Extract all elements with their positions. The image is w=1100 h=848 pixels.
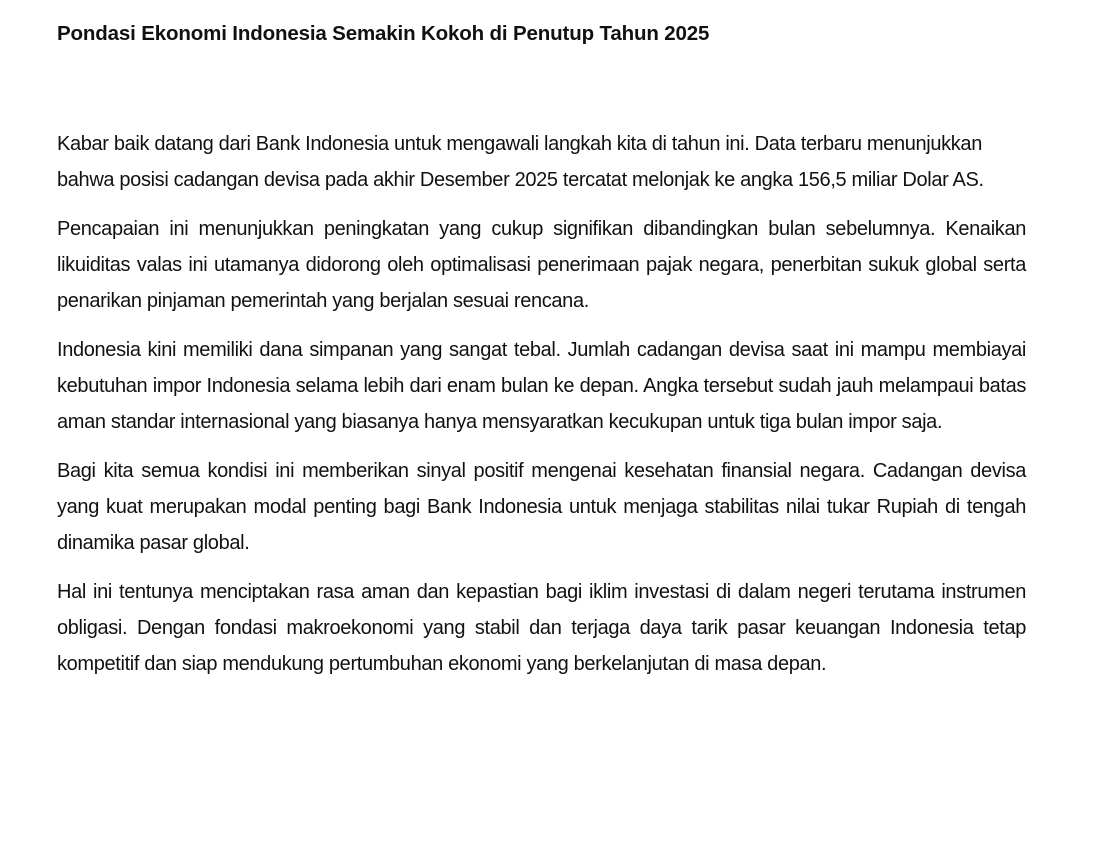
paragraph-investment: Hal ini tentunya menciptakan rasa aman dan kepastian bagi iklim investasi di dalam negeri terutama instrumen obligasi. Dengan fondasi makroekonomi yang stabil dan terjaga daya tarik pasar keuangan Indonesia tetap kompetitif dan siap mendukung pertumbuhan ekonomi yang berkelanjutan di masa depan.	[57, 581, 1026, 675]
paragraph-reserves: Indonesia kini memiliki dana simpanan yang sangat tebal. Jumlah cadangan devisa saat ini mampu membiayai kebutuhan impor Indonesia selama lebih dari enam bulan ke depan. Angka tersebut sudah jauh melampaui batas aman standar internasional yang biasanya hanya mensyaratkan kecukupan untuk tiga bulan impor saja.	[57, 339, 1026, 433]
article-title: Pondasi Ekonomi Indonesia Semakin Kokoh di Penutup Tahun 2025	[57, 22, 710, 45]
article-body	[57, 126, 1026, 682]
paragraph-signal: Bagi kita semua kondisi ini memberikan sinyal positif mengenai kesehatan finansial negara. Cadangan devisa yang kuat merupakan modal penting bagi Bank Indonesia untuk menjaga stabilitas nilai tukar Rupiah di tengah dinamika pasar global.	[57, 460, 1026, 554]
paragraph-intro: Kabar baik datang dari Bank Indonesia untuk mengawali langkah kita di tahun ini. Data terbaru menunjukkan bahwa posisi cadangan devisa pada akhir Desember 2025 tercatat melonjak ke angka 156,5 miliar Dolar AS.	[57, 133, 984, 191]
paragraph-achievement: Pencapaian ini menunjukkan peningkatan yang cukup signifikan dibandingkan bulan sebelumnya. Kenaikan likuiditas valas ini utamanya didorong oleh optimalisasi penerimaan pajak negara, penerbitan sukuk global serta penarikan pinjaman pemerintah yang berjalan sesuai rencana.	[57, 218, 1026, 312]
